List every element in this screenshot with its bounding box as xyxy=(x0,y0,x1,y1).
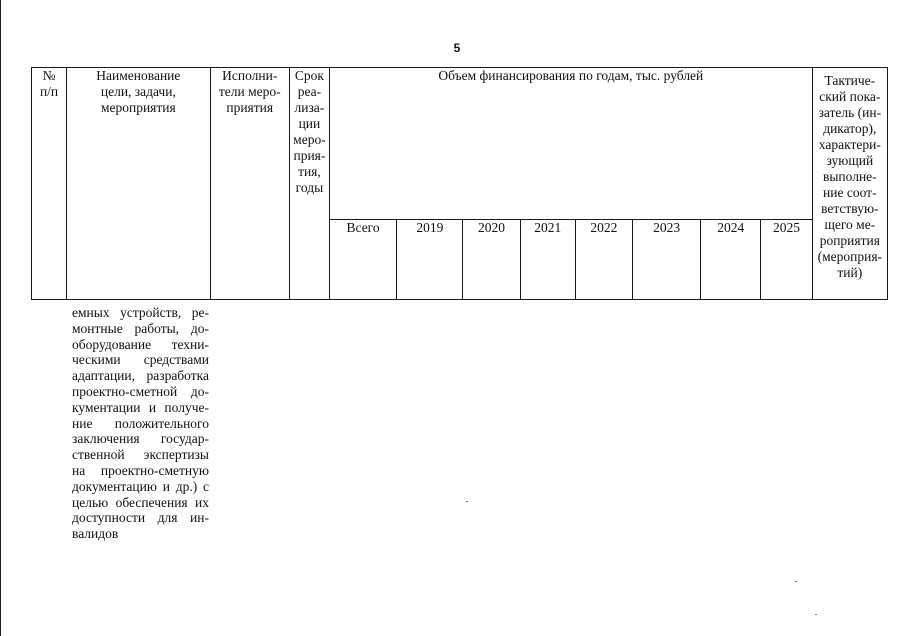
scan-speck xyxy=(815,614,817,615)
continuation-line: валидов xyxy=(72,526,119,542)
header-number-text: № п/п xyxy=(39,68,59,99)
header-name-text: Наименование цели, задачи, мероприятия xyxy=(96,68,181,115)
scan-speck xyxy=(466,501,468,502)
header-executors-text: Исполни- тели меро- приятия xyxy=(218,68,281,115)
funding-plan-table xyxy=(31,67,888,300)
continuation-line: ческими средствами xyxy=(72,352,209,368)
header-indicator-text: Тактиче- ский пока- затель (ин- дикатор), характери- зующий выполне- ние соот- ветствую- щего ме- роприятия (мероприя- тий) xyxy=(817,73,883,280)
continuation-line: адаптации, разработка xyxy=(72,368,209,384)
header-cell-2024: 2024 xyxy=(701,220,761,300)
page-left-edge-line xyxy=(0,0,1,636)
header-cell-funding xyxy=(329,68,812,220)
scan-speck xyxy=(795,581,797,582)
header-cell-indicator xyxy=(812,68,887,300)
header-cell-executors xyxy=(210,68,289,300)
continuation-line: оборудование техни- xyxy=(72,336,209,352)
continuation-line: ние положительного xyxy=(72,415,209,431)
header-cell-2023: 2023 xyxy=(632,220,700,300)
continuation-line: проектно-сметной до- xyxy=(72,383,209,399)
continuation-line: емных устройств, ре- xyxy=(72,305,209,320)
continuation-line: доступности для ин- xyxy=(72,510,209,526)
header-term-text: Срок реа- лиза- ции меро- прия- тия, годы xyxy=(293,68,326,195)
continuation-line: целью обеспечения их xyxy=(72,494,209,510)
continuation-text xyxy=(72,305,209,542)
header-cell-2019: 2019 xyxy=(397,220,463,300)
continuation-line: документацию и др.) с xyxy=(72,478,209,494)
continuation-line: кументации и получе- xyxy=(72,399,209,415)
continuation-line: на проектно-сметную xyxy=(72,462,209,478)
header-cell-2025: 2025 xyxy=(761,220,812,300)
header-cell-name xyxy=(67,68,210,300)
header-cell-number xyxy=(32,68,67,300)
continuation-line: заключения государ- xyxy=(72,431,209,447)
header-cell-term xyxy=(289,68,329,300)
page-number: 5 xyxy=(453,41,461,55)
table-header-row xyxy=(32,68,888,220)
header-cell-2021: 2021 xyxy=(520,220,575,300)
continuation-line: монтные работы, до- xyxy=(72,320,209,336)
header-funding-text: Объем финансирования по годам, тыс. рублей xyxy=(438,68,704,83)
header-cell-total: Всего xyxy=(329,220,396,300)
header-cell-2020: 2020 xyxy=(463,220,520,300)
header-cell-2022: 2022 xyxy=(575,220,632,300)
continuation-line: ственной экспертизы xyxy=(72,447,209,463)
